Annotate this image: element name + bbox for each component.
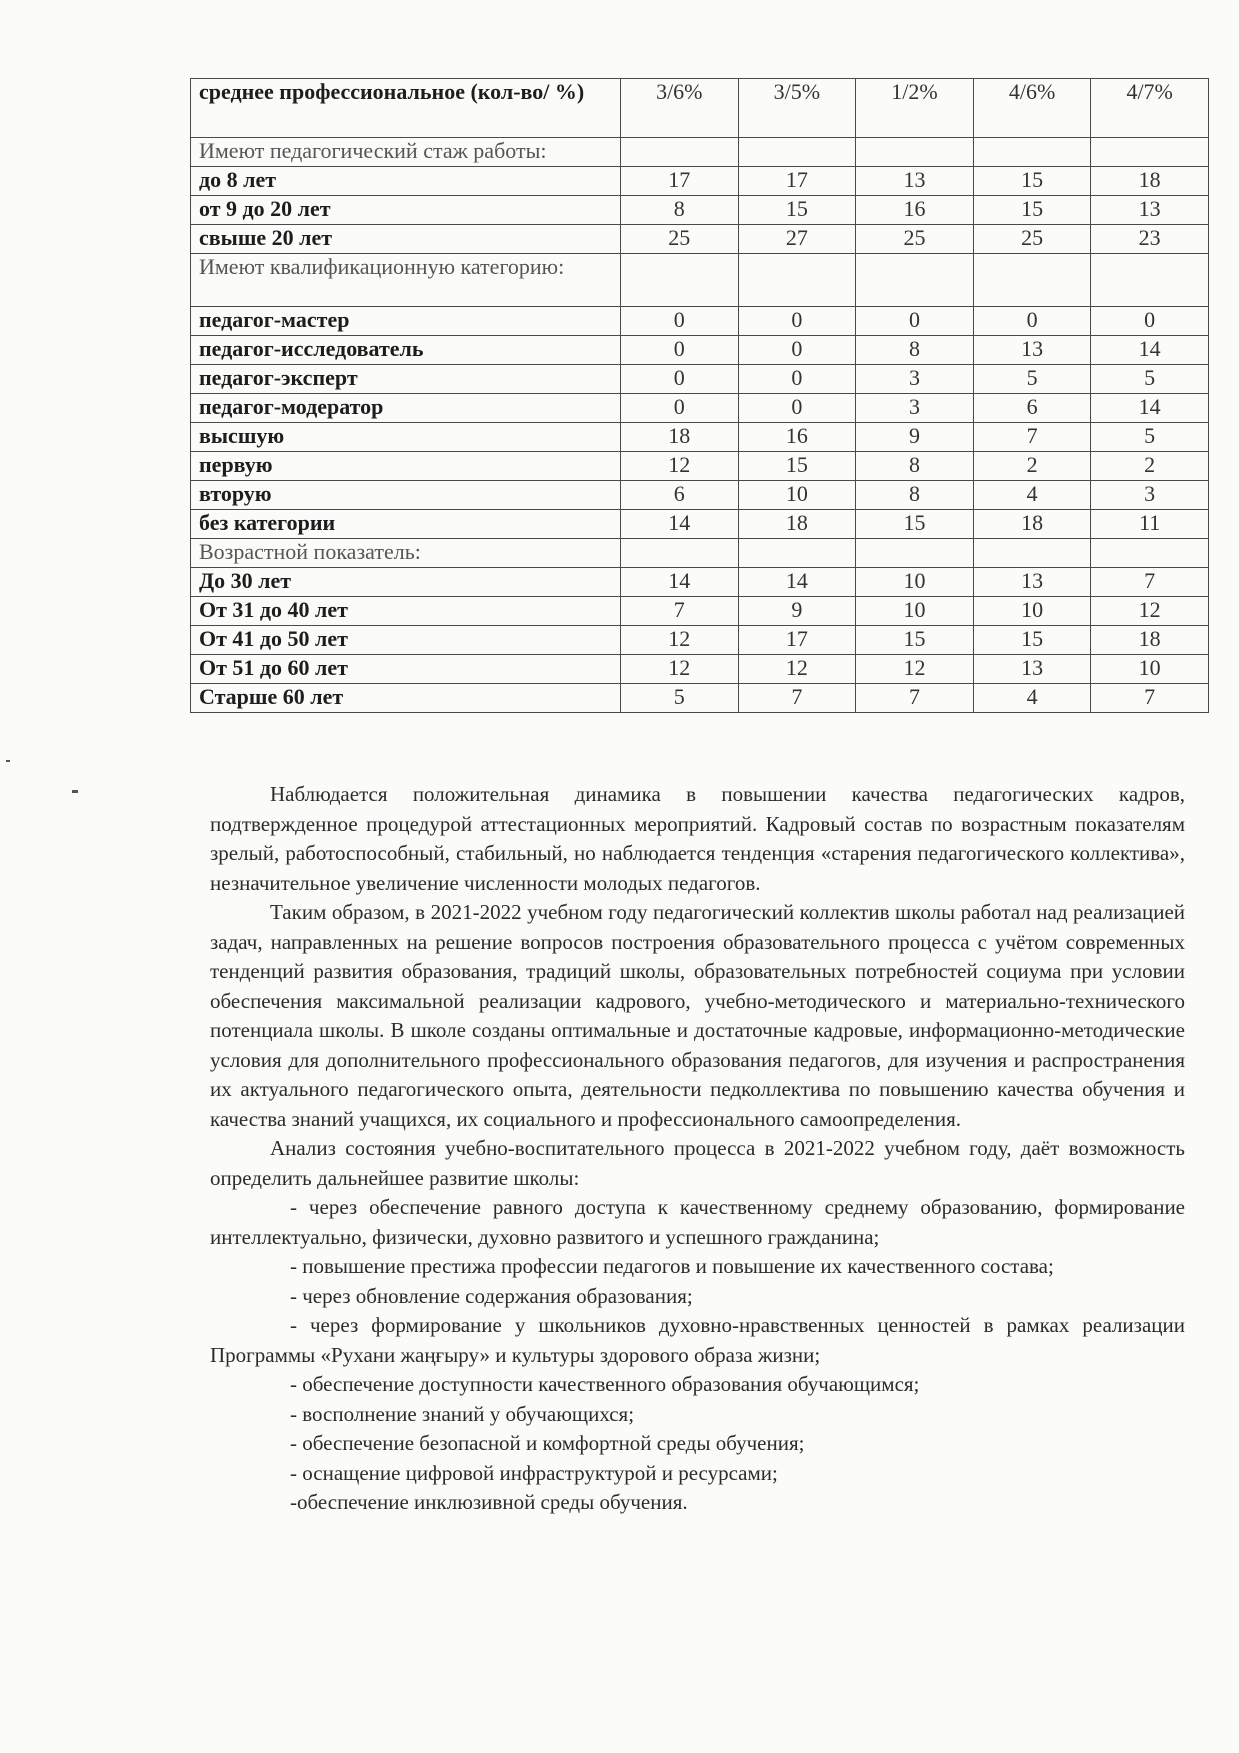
value-cell: 10 xyxy=(856,568,974,597)
value-cell: 10 xyxy=(973,597,1091,626)
value-cell: 12 xyxy=(738,655,856,684)
value-cell: 6 xyxy=(621,481,739,510)
value-cell: 5 xyxy=(621,684,739,713)
value-cell: 0 xyxy=(738,394,856,423)
value-cell: 0 xyxy=(856,307,974,336)
value-cell: 15 xyxy=(738,452,856,481)
value-cell: 1/2% xyxy=(856,79,974,138)
value-cell: 7 xyxy=(738,684,856,713)
paragraph: Наблюдается положительная динамика в повышении качества педагогических кадров, подтвержденное процедурой аттестационных мероприятий. Кадровый состав по возрастным показателям зрелый, работоспособный, стабильный, но наблюдается тенденция «старения педагогического коллектива», незначительное увеличение численности молодых педагогов. xyxy=(210,782,1185,895)
value-cell: 3/5% xyxy=(738,79,856,138)
value-cell: 7 xyxy=(621,597,739,626)
value-cell: 4/7% xyxy=(1091,79,1209,138)
value-cell: 4 xyxy=(973,481,1091,510)
value-cell xyxy=(621,254,739,307)
row-label-cell: без категории xyxy=(191,510,621,539)
value-cell: 10 xyxy=(856,597,974,626)
table-row xyxy=(191,225,1209,254)
value-cell: 15 xyxy=(973,196,1091,225)
value-cell: 10 xyxy=(1091,655,1209,684)
row-label-cell: свыше 20 лет xyxy=(191,225,621,254)
row-label-cell: первую xyxy=(191,452,621,481)
table-row xyxy=(191,539,1209,568)
value-cell: 6 xyxy=(973,394,1091,423)
list-item: - восполнение знаний у обучающихся; xyxy=(290,1401,635,1426)
value-cell: 15 xyxy=(973,626,1091,655)
list-item: - через обновление содержания образования; xyxy=(290,1283,693,1308)
value-cell: 25 xyxy=(856,225,974,254)
table-row xyxy=(191,423,1209,452)
value-cell: 2 xyxy=(1091,452,1209,481)
value-cell: 11 xyxy=(1091,510,1209,539)
value-cell: 0 xyxy=(621,307,739,336)
value-cell: 8 xyxy=(856,336,974,365)
value-cell: 14 xyxy=(621,510,739,539)
value-cell: 18 xyxy=(738,510,856,539)
row-label-cell: высшую xyxy=(191,423,621,452)
value-cell: 13 xyxy=(973,655,1091,684)
value-cell: 0 xyxy=(621,365,739,394)
value-cell: 0 xyxy=(738,336,856,365)
list-item: - через формирование у школьников духовно-нравственных ценностей в рамках реализации Программы «Рухани жаңғыру» и культуры здорового образа жизни; xyxy=(210,1313,1185,1367)
value-cell xyxy=(1091,254,1209,307)
value-cell: 7 xyxy=(856,684,974,713)
value-cell: 3 xyxy=(856,394,974,423)
table-row xyxy=(191,510,1209,539)
value-cell: 7 xyxy=(1091,568,1209,597)
table-row xyxy=(191,79,1209,138)
row-label-cell: вторую xyxy=(191,481,621,510)
value-cell: 27 xyxy=(738,225,856,254)
row-label-cell: педагог-эксперт xyxy=(191,365,621,394)
value-cell: 18 xyxy=(1091,167,1209,196)
row-label-cell: От 51 до 60 лет xyxy=(191,655,621,684)
value-cell: 12 xyxy=(621,626,739,655)
value-cell: 9 xyxy=(738,597,856,626)
value-cell: 15 xyxy=(856,626,974,655)
value-cell xyxy=(738,539,856,568)
value-cell xyxy=(738,254,856,307)
value-cell: 8 xyxy=(856,481,974,510)
value-cell: 2 xyxy=(973,452,1091,481)
value-cell: 8 xyxy=(621,196,739,225)
table-row xyxy=(191,254,1209,307)
paragraph: Таким образом, в 2021-2022 учебном году педагогический коллектив школы работал над реализацией задач, направленных на решение вопросов построения образовательного процесса с учётом современных тенденций развития образования, традиций школы, образовательных потребностей социума при условии обеспечения максимальной реализации кадрового, учебно-методического и материально-технического потенциала школы. В школе созданы оптимальные и достаточные кадровые, информационно-методические условия для дополнительного профессионального образования педагогов, для изучения и распространения их актуального педагогического опыта, деятельности педколлектива по повышению качества обучения и качества знаний учащихся, их социального и профессионального самоопределения. xyxy=(210,900,1185,1131)
table-body xyxy=(191,79,1209,713)
row-label-cell: педагог-модератор xyxy=(191,394,621,423)
value-cell: 10 xyxy=(738,481,856,510)
table-row xyxy=(191,394,1209,423)
section-header-cell: Возрастной показатель: xyxy=(191,539,621,568)
value-cell: 16 xyxy=(856,196,974,225)
row-label-cell: До 30 лет xyxy=(191,568,621,597)
scan-mark xyxy=(6,760,10,762)
table-row xyxy=(191,307,1209,336)
value-cell: 4/6% xyxy=(973,79,1091,138)
table-row xyxy=(191,684,1209,713)
table-row xyxy=(191,196,1209,225)
list-item: - через обеспечение равного доступа к качественному среднему образованию, формирование интеллектуально, физически, духовно развитого и успешного гражданина; xyxy=(210,1195,1185,1249)
value-cell: 23 xyxy=(1091,225,1209,254)
value-cell: 17 xyxy=(738,167,856,196)
value-cell: 13 xyxy=(973,568,1091,597)
value-cell xyxy=(973,138,1091,167)
list-item: -обеспечение инклюзивной среды обучения. xyxy=(290,1490,688,1514)
value-cell: 18 xyxy=(1091,626,1209,655)
value-cell xyxy=(1091,539,1209,568)
table-row xyxy=(191,568,1209,597)
scan-mark xyxy=(72,790,78,793)
table-row xyxy=(191,655,1209,684)
value-cell: 14 xyxy=(738,568,856,597)
value-cell: 0 xyxy=(621,336,739,365)
row-label-cell: среднее профессиональное (кол-во/ %) xyxy=(191,79,621,138)
value-cell: 7 xyxy=(1091,684,1209,713)
row-label-cell: От 31 до 40 лет xyxy=(191,597,621,626)
table-row xyxy=(191,167,1209,196)
value-cell: 25 xyxy=(621,225,739,254)
value-cell: 15 xyxy=(973,167,1091,196)
value-cell: 0 xyxy=(738,365,856,394)
table-row xyxy=(191,626,1209,655)
value-cell: 12 xyxy=(856,655,974,684)
list-item: - обеспечение доступности качественного образования обучающимся; xyxy=(290,1372,920,1396)
value-cell: 17 xyxy=(738,626,856,655)
value-cell: 5 xyxy=(973,365,1091,394)
row-label-cell: от 9 до 20 лет xyxy=(191,196,621,225)
row-label-cell: От 41 до 50 лет xyxy=(191,626,621,655)
value-cell xyxy=(973,539,1091,568)
row-label-cell: Старше 60 лет xyxy=(191,684,621,713)
table-row xyxy=(191,452,1209,481)
value-cell xyxy=(738,138,856,167)
list-item: - оснащение цифровой инфраструктурой и ресурсами; xyxy=(290,1460,778,1485)
table-row xyxy=(191,138,1209,167)
value-cell: 7 xyxy=(973,423,1091,452)
value-cell: 13 xyxy=(1091,196,1209,225)
table-row xyxy=(191,481,1209,510)
value-cell: 0 xyxy=(973,307,1091,336)
value-cell: 14 xyxy=(1091,394,1209,423)
value-cell: 13 xyxy=(856,167,974,196)
value-cell: 12 xyxy=(1091,597,1209,626)
value-cell xyxy=(973,254,1091,307)
value-cell xyxy=(856,539,974,568)
value-cell: 14 xyxy=(621,568,739,597)
value-cell: 0 xyxy=(738,307,856,336)
value-cell: 12 xyxy=(621,655,739,684)
value-cell xyxy=(1091,138,1209,167)
list-item: - обеспечение безопасной и комфортной среды обучения; xyxy=(290,1431,805,1455)
table-row xyxy=(191,365,1209,394)
section-header-cell: Имеют квалификационную категорию: xyxy=(191,254,621,307)
value-cell: 18 xyxy=(621,423,739,452)
value-cell xyxy=(856,254,974,307)
row-label-cell: до 8 лет xyxy=(191,167,621,196)
value-cell xyxy=(621,539,739,568)
value-cell xyxy=(621,138,739,167)
value-cell: 17 xyxy=(621,167,739,196)
row-label-cell: педагог-исследователь xyxy=(191,336,621,365)
table-row xyxy=(191,597,1209,626)
value-cell: 13 xyxy=(973,336,1091,365)
value-cell: 15 xyxy=(856,510,974,539)
value-cell: 0 xyxy=(621,394,739,423)
value-cell xyxy=(856,138,974,167)
value-cell: 8 xyxy=(856,452,974,481)
row-label-cell: педагог-мастер xyxy=(191,307,621,336)
value-cell: 18 xyxy=(973,510,1091,539)
value-cell: 4 xyxy=(973,684,1091,713)
section-header-cell: Имеют педагогический стаж работы: xyxy=(191,138,621,167)
value-cell: 3 xyxy=(856,365,974,394)
staff-statistics-table xyxy=(190,78,1209,713)
value-cell: 5 xyxy=(1091,423,1209,452)
paragraph: Анализ состояния учебно-воспитательного процесса в 2021-2022 учебном году, даёт возможность определить дальнейшее развитие школы: xyxy=(210,1136,1185,1190)
table-row xyxy=(191,336,1209,365)
value-cell: 0 xyxy=(1091,307,1209,336)
value-cell: 3/6% xyxy=(621,79,739,138)
value-cell: 12 xyxy=(621,452,739,481)
value-cell: 14 xyxy=(1091,336,1209,365)
list-item: - повышение престижа профессии педагогов и повышение их качественного состава; xyxy=(290,1254,1054,1278)
value-cell: 9 xyxy=(856,423,974,452)
value-cell: 16 xyxy=(738,423,856,452)
value-cell: 5 xyxy=(1091,365,1209,394)
value-cell: 3 xyxy=(1091,481,1209,510)
body-text xyxy=(210,780,1185,1518)
value-cell: 15 xyxy=(738,196,856,225)
value-cell: 25 xyxy=(973,225,1091,254)
